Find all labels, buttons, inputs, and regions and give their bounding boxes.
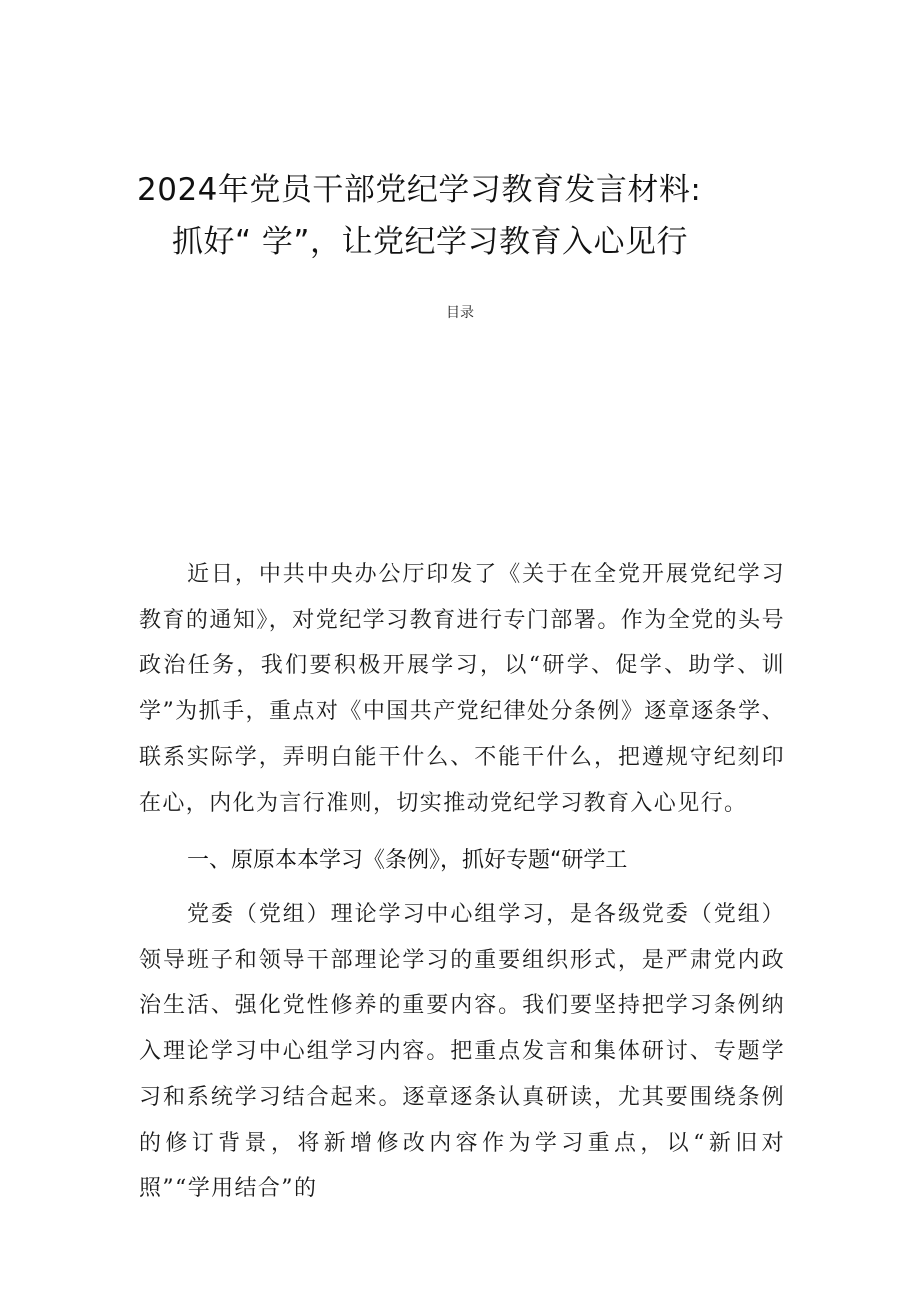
toc-label: 目录 [446, 305, 474, 321]
document-title-line-2: 抓好“ 学”，让党纪学习教育入心见行 [172, 224, 688, 260]
body-paragraph-2: 党委（党组）理论学习中心组学习，是各级党委（党组）领导班子和领导干部理论学习的重要组织形式，是严肃党内政治生活、强化党性修养的重要内容。我们要坚持把学习条例纳入理论学习中心组学习内容。把重点发言和集体研讨、专题学习和系统学习结合起来。逐章逐条认真研读，尤其要围绕条例的修订背景，将新增修改内容作为学习重点，以“新旧对照”“学用结合”的 [139, 902, 785, 1202]
section-heading-1: 一、原原本本学习《条例》，抓好专题“研学工 [187, 848, 628, 873]
document-title-line-1: 2024年党员干部党纪学习教育发言材料: [137, 172, 702, 208]
body-paragraph-1: 近日，中共中央办公厅印发了《关于在全党开展党纪学习教育的通知》，对党纪学习教育进行专门部署。作为全党的头号政治任务，我们要积极开展学习，以“研学、促学、助学、训学”为抓手，重点对《中国共产党纪律处分条例》逐章逐条学、联系实际学，弄明白能干什么、不能干什么，把遵规守纪刻印在心，内化为言行准则，切实推动党纪学习教育入心见行。 [139, 562, 785, 816]
